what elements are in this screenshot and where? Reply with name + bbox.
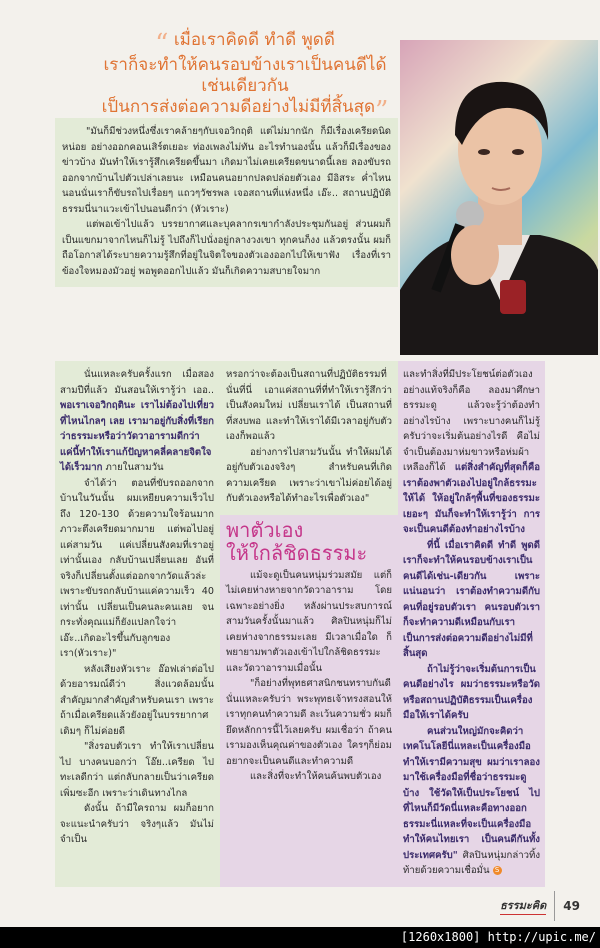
column-2-section <box>220 515 398 887</box>
footer-divider <box>554 891 555 921</box>
watermark-text: [1260x1800] http://upic.me/ <box>400 929 596 944</box>
paragraph: "ก็อย่างที่พุทธศาสนิกชนทราบกันดีนั่นแหละครับว่า พระพุทธเจ้าทรงสอนให้เราทุกคนทำความดี ละเว้นความชั่ว ผมก็ยึดหลักการนี้ไว้เลยครับ ผมเชื่อว่า ถ้าคนเรามองเห็นคุณค่าของตัวเอง ใครๆก็ย่อมอยากจะเป็นคนดีและทำความดี <box>226 678 392 767</box>
intro-box <box>55 118 398 287</box>
paragraph: ถ้าไม่รู้ว่าจะเริ่มต้นการเป็นคนดีอย่างไร ผมว่าธรรมะหรือวัด หรือสถานปฏิบัติธรรมเป็นเครื่องมือให้เราได้ครับ <box>403 663 540 721</box>
artist-photo <box>400 40 598 355</box>
paragraph: "สิ่งรอบตัวเรา ทำให้เราเปลี่ยนไป บางคนบอกว่า โอ๊ย..เครียด ไปทะเลดีกว่า แต่กลับกลายเป็นว่าเครียดเพิ่มซะอีก เพราะว่าเดินทางไกล <box>60 741 214 799</box>
text: นั่นแหละครับครั้งแรก เมื่อสองสามปีที่แล้ว มันสอนให้เรารู้ว่า เออ.. <box>60 369 214 396</box>
end-mark-icon: S <box>493 866 502 875</box>
paragraph: ที่นี้ เมื่อเราคิดดี ทำดี พูดดี เราก็จะทำให้คนรอบข้างเราเป็นคนดีได้เช่น-เดียวกัน เพราะแน่นอนว่า เราต้องทำความดีกับคนที่อยู่รอบตัวเรา คนรอบตัวเราก็จะทำความดีเหมือนกับเรา เป็นการส่งต่อความดีอย่างไม่มีที่สิ้นสุด <box>403 539 540 659</box>
pull-quote-line: เราก็จะทำให้คนรอบข้างเราเป็นคนดีได้เช่นเดียวกัน <box>103 55 387 96</box>
section-heading-line: พาตัวเอง <box>226 517 304 542</box>
paragraph <box>403 367 540 538</box>
section-heading-line: ให้ใกล้ชิดธรรมะ <box>226 540 368 565</box>
bold-text: แต่สิ่งสำคัญที่สุดก็คือ เราต้องพาตัวเองไปอยู่ใกล้ธรรมะให้ได้ ให้อยู่ใกล้ๆพื้นที่ของธรรมะเยอะๆ มันก็จะทำให้เรารู้ว่า การจะเป็นคนดีต้องทำอย่างไรบ้าง <box>403 462 540 535</box>
paragraph: และสิ่งที่จะทำให้คนค้นพบตัวเอง <box>250 771 382 782</box>
singer-with-microphone-image <box>400 40 598 355</box>
paragraph: แต่พอเข้าไปแล้ว บรรยากาศและบุคลากรเขากำลังประชุมกันอยู่ ส่วนผมก็เป็นแขกมาจากไหนก็ไม่รู้ ไปถึงก็ไปนั่งอยู่กลางวงเขา ทุกคนก็งง แล้วตรงนั้น ผมก็ถือโอกาสได้ระบายความรู้สึกที่อยู่ในจิตใจของตัวเองออกไปให้เขาฟัง เรื่องที่เราข้องใจหมองมัวอยู่ พอพูดออกไปแล้ว มันก็เกิดความสบายใจมาก <box>62 219 391 277</box>
magazine-logo: ธรรมะคิด <box>500 896 546 915</box>
pull-quote-line <box>95 29 395 59</box>
top-left <box>55 0 398 287</box>
top-section <box>0 0 600 355</box>
open-quote-mark: “ <box>155 29 169 59</box>
paragraph: "มันก็มีช่วงหนึ่งซึ่งเราคล้ายๆกับเจอวิกฤติ แต่ไม่มากนัก ก็มีเรื่องเครียดนิดหน่อย อย่างออกคอนเสิร์ตเยอะ ท่องเพลงไม่ทัน อะไรทำนองนั้น แล้วก็มีเรื่องของข่าวบ้าง มันทำให้เรารู้สึกเครียดขึ้นมา เกิดมาไม่เคยเครียดขนาดนี้เลย ลองขับรถออกจากบ้านไปตัวเปล่าเลยนะ เหมือนคนอยากปลดปล่อยตัวเอง มีอิสระ ค่ำไหนนอนนั่นเราก็ขับรถไปเรื่อยๆ แถวๆวัชรพล เจอสถานที่แห่งหนึ่ง เอ๊ะ.. สถานปฏิบัติธรรมนี่นาแวะเข้าไปนอนดีกว่า (หัวเราะ) <box>62 126 391 215</box>
column-2 <box>220 361 398 887</box>
column-3 <box>398 361 545 887</box>
column-1 <box>55 361 220 887</box>
page-footer <box>0 887 580 925</box>
paragraph: แม้จะดูเป็นคนหนุ่มร่วมสมัย แต่ก็ไม่เคยห่างหายจากวัดวาอาราม โดยเฉพาะอย่างยิ่ง หลังผ่านประสบการณ์สามวันครั้งนั้นมาแล้ว ศิลปินหนุ่มก็ไม่เคยห่างจากธรรมะเลย มีเวลาเมื่อใด ก็พยายามพาตัวเองเข้าไปใกล้ชิดธรรมะและวัดวาอารามเมื่อนั้น <box>226 569 392 674</box>
pull-quote-line <box>95 96 395 126</box>
paragraph <box>403 724 540 879</box>
paragraph: ดังนั้น ถ้ามีใครถาม ผมก็อยากจะแนะนำครับว่า จริงๆแล้ว มันไม่จำเป็น <box>60 803 214 845</box>
close-quote-mark: ” <box>375 96 389 126</box>
bold-text: คนส่วนใหญ่มักจะคิดว่าเทคโนโลยีนี่แหละเป็นเครื่องมือ ทำให้เรามีความสุข ผมว่าเราลองมาใช้เครื่องมือที่ชื่อว่าธรรมะดูบ้าง ใช้วัดให้เป็นประโยชน์ ไปที่ไหนก็มีวัดนี่แหละคือทางออก ธรรมะนี่แหละที่จะเป็นเครื่องมือทำให้คนไทยเรา เป็นคนดีกันทั้งประเทศครับ" <box>403 725 540 861</box>
watermark-bar <box>0 927 600 948</box>
column-2-top <box>220 361 398 515</box>
pull-quote-text: เป็นการส่งต่อความดีอย่างไม่มีที่สิ้นสุด <box>101 97 376 117</box>
text: ศิลปินหนุ่มกล่าวทิ้งท้ายด้วยความเชื่อมั่น <box>403 849 540 876</box>
bold-text: พอเราเจอวิกฤตินะ เราไม่ต้องไปเที่ยวที่ไหนไกลๆ เลย เรามาอยู่กับสิ่งที่เรียกว่าธรรมะหรือว่าวัดวาอารามดีกว่า แค่นี้ทำให้เราแก้ปัญหาคลี่คลายจิตใจได้เร็วมาก <box>60 400 214 473</box>
paragraph: หรอกว่าจะต้องเป็นสถานที่ปฏิบัติธรรมที่นั่นที่นี่ เอาแค่สถานที่ที่ทำให้เรารู้สึกว่าเป็นสังคมใหม่ เปลี่ยนเราได้ เป็นสถานที่ที่สงบพอ และทำให้เราได้มีเวลาอยู่กับตัวเองก็พอแล้ว <box>226 369 392 442</box>
text: ภายในสามวัน <box>102 462 164 473</box>
text: และทำสิ่งที่มีประโยชน์ต่อตัวเองอย่างแท้จริงก็คือ ลองมาศึกษาธรรมะดู แล้วจะรู้ว่าต้องทำอย่างไรบ้าง เพราะบางคนก็ไม่รู้ครับว่าจะเริ่มต้นอย่างไรดี คือไม่จำเป็นต้องมาห่มขาวหรือห่มผ้าเหลืองก็ได้ <box>403 369 540 473</box>
paragraph: จำได้ว่า ตอนที่ขับรถออกจากบ้านในวันนั้น ผมเหยียบความเร็วไปถึง 120-130 ด้วยความใจร้อนมาก ภาวะตึงเครียดมากมาย แต่พอไปอยู่แค่สามวัน แค่เปลี่ยนสังคมที่เราอยู่เท่านั้นเอง กลับบ้านเปลี่ยนเลย อันที่จริงก็เปลี่ยนตั้งแต่ออกจากวัดแล้วล่ะ เพราะขับรถกลับบ้านแค่ความเร็ว 40 เท่านั้น เปลี่ยนเป็นคนละคนเลย จนกระทั่งคุณแม่ก็ยังแปลกใจว่า เอ๊ะ..เกิดอะไรขึ้นกับลูกของเรา(หัวเราะ)" <box>60 477 214 659</box>
paragraph: อย่างการไปสามวันนั้น ทำให้ผมได้อยู่กับตัวเองจริงๆ สำหรับคนที่เกิดความเครียด เพราะว่าเขาไม่ค่อยได้อยู่กับตัวเองหรือได้ทำอะไรเพื่อตัวเอง" <box>226 446 392 504</box>
body-columns <box>55 361 545 887</box>
page-number: 49 <box>563 898 580 913</box>
section-heading <box>226 519 392 565</box>
paragraph: หลังเสียงหัวเราะ อ๊อฟเล่าต่อไปด้วยอารมณ์ดีว่า สิ่งแวดล้อมนั้นสำคัญมากสำคัญสำหรับคนเรา เพราะถ้าเมื่อเครียดแล้วยังอยู่ในบรรยากาศเดิมๆ ก็ไม่ค่อยดี <box>60 663 214 737</box>
paragraph <box>60 367 214 476</box>
pull-quote <box>95 0 395 126</box>
pull-quote-text: เมื่อเราคิดดี ทำดี พูดดี <box>173 30 335 50</box>
